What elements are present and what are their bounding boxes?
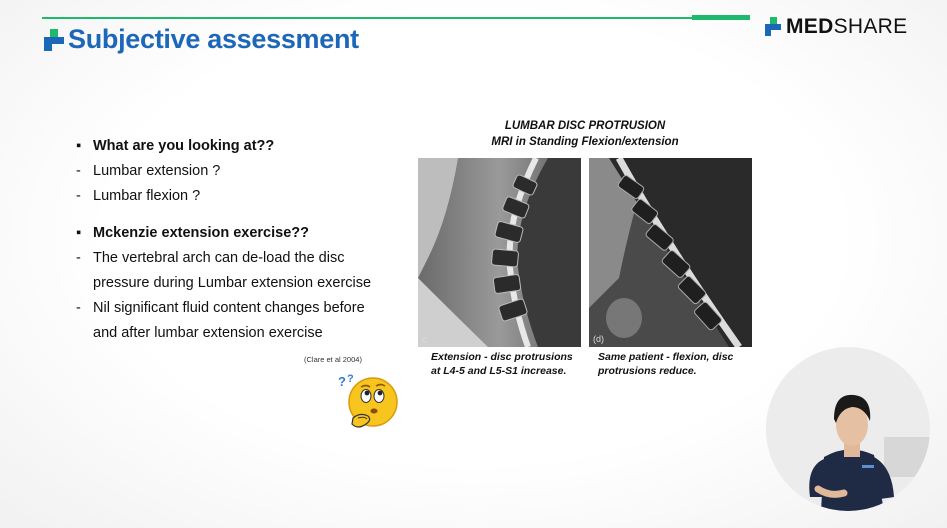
brand-name-light: SHARE: [833, 15, 908, 38]
mri-panel-letter: (d): [593, 334, 604, 344]
svg-text:?: ?: [338, 374, 346, 389]
bullet-item: [76, 296, 396, 321]
medshare-logo: [765, 15, 907, 39]
title-block: [44, 24, 359, 55]
bullet-text: The vertebral arch can de-load the disc: [93, 250, 345, 266]
bullet-item: [76, 221, 396, 246]
bullet-marker: -: [76, 188, 81, 204]
bullet-text: Nil significant fluid content changes before: [93, 300, 365, 316]
svg-text:?: ?: [347, 373, 354, 385]
bullet-text: Lumbar flexion ?: [93, 188, 201, 204]
figure-title-line1: LUMBAR DISC PROTRUSION: [504, 120, 666, 132]
bullet-item: [76, 184, 396, 209]
bullet-list: [76, 134, 396, 346]
bullet-item: [76, 246, 396, 271]
caption-line: Same patient - flexion, disc: [598, 351, 734, 363]
mri-panel-letter: c: [422, 334, 427, 344]
brand-name: [786, 15, 907, 39]
bullet-text: Mckenzie extension exercise??: [93, 225, 309, 241]
bullet-marker: -: [76, 250, 81, 266]
page-title: Subjective assessment: [68, 24, 359, 54]
caption-line: protrusions reduce.: [598, 365, 697, 377]
bullet-item: [76, 159, 396, 184]
bullet-marker: ▪: [76, 225, 82, 241]
bullet-item: [76, 321, 396, 346]
mri-extension-caption: [431, 350, 591, 378]
bullet-text: pressure during Lumbar extension exercise: [93, 275, 372, 291]
header-rule: [42, 17, 692, 19]
bullet-text: What are you looking at??: [93, 138, 275, 154]
bullet-item: [76, 271, 396, 296]
bullet-item: [76, 134, 396, 159]
header-rule-accent: [692, 15, 750, 20]
medshare-logo-icon: [765, 17, 783, 37]
bullet-marker: -: [76, 163, 81, 179]
bullet-text: and after lumbar extension exercise: [93, 325, 323, 341]
caption-line: at L4-5 and L5-S1 increase.: [431, 365, 567, 377]
figure-title: [417, 118, 753, 150]
brand-name-bold: MED: [786, 15, 834, 38]
mri-flexion-image: [589, 158, 752, 347]
citation: (Clare et al 2004): [304, 355, 362, 364]
mri-extension-image: [418, 158, 581, 347]
bullet-marker: -: [76, 300, 81, 316]
figure-title-line2: MRI in Standing Flexion/extension: [491, 136, 679, 148]
mri-flexion-caption: [598, 350, 758, 378]
bullet-text: Lumbar extension ?: [93, 163, 221, 179]
thinking-face-icon: [338, 372, 400, 434]
title-plus-icon: [44, 29, 64, 51]
presenter-webcam: [766, 347, 930, 511]
caption-line: Extension - disc protrusions: [431, 351, 573, 363]
bullet-marker: ▪: [76, 138, 82, 154]
